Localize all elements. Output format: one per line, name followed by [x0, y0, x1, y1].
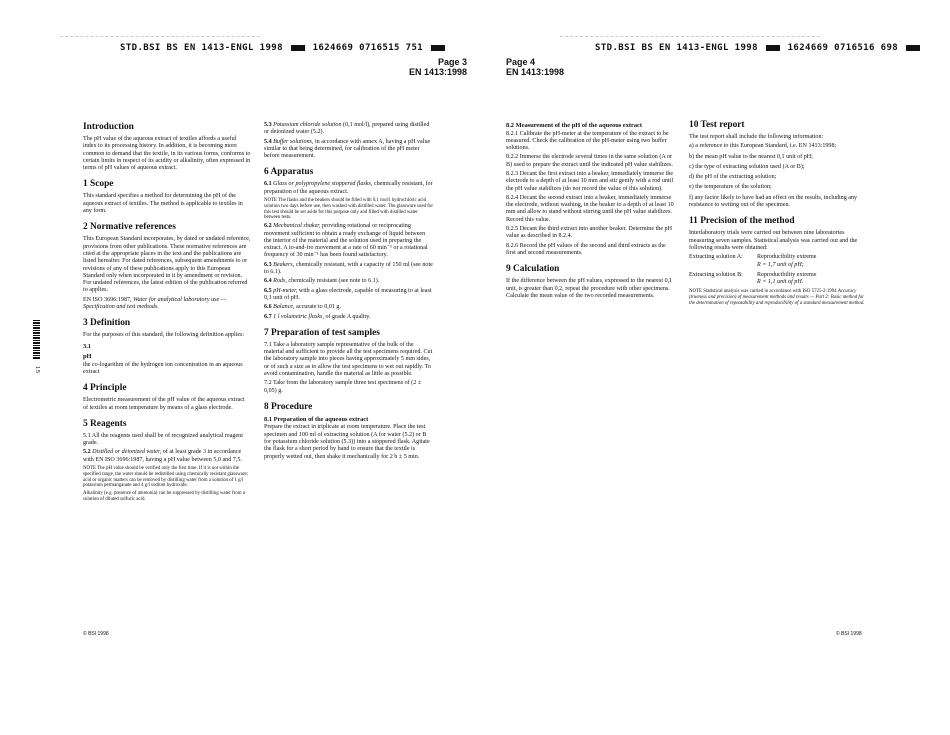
clause-number: 6.5 [264, 287, 274, 294]
list-item: b) the mean pH value to the nearest 0,1 unit of pH; [689, 153, 813, 160]
list-item: a) a reference to this European Standard, i.e. EN 1413:1998; [689, 143, 837, 150]
measurement-8-2-5: 8.2.5 Decant the third extract into another beaker. Determine the pH value as described in 8.2.4. [506, 226, 672, 240]
result-label: Extracting solution A: [689, 254, 743, 261]
scan-artifact-line [60, 36, 260, 37]
clause-text: chemically resistant (see note to 6.1). [286, 278, 380, 285]
note-text: NOTE Statistical analysis was carried in accordance with ISO 5725-2:1994 [689, 289, 838, 295]
reagent-5-2 [83, 449, 251, 464]
column-2 [264, 122, 434, 463]
definition-number: 3.1 [83, 342, 91, 350]
result-label: Extracting solution B: [689, 271, 743, 278]
apparatus-6-4 [264, 278, 434, 285]
side-barcode [33, 320, 40, 360]
test-report-list [689, 143, 865, 209]
apparatus-6-5 [264, 288, 434, 303]
reagent-5-4 [264, 139, 434, 161]
principle-heading: 4 Principle [83, 383, 127, 394]
left-page-label-box [385, 57, 467, 77]
measurement-heading: 8.2 Measurement of the pH of the aqueous extract [506, 122, 643, 129]
clause-number: 6.6 [264, 304, 274, 311]
scope-text: This standard specifies a method for determining the pH of the aqueous extract of textiles. The method is applicable to textiles in any form. [83, 193, 243, 215]
procedure-8-1-text: Prepare the extract in triplicate at room temperature. Place the test specimen and 100 ml of extracting solution (A for water (5.2) or B for potassium chloride solution (5.3)) into a stoppered flask. Agitate the flask for a short period by hand to ensure that the textile is properly wetted out, then shake it mechanically for 2 h ± 5 min. [264, 424, 430, 460]
clause-number: 6.7 [264, 313, 274, 320]
apparatus-6-1 [264, 181, 434, 196]
normative-references-heading: 2 Normative references [83, 222, 176, 233]
preparation-heading: 7 Preparation of test samples [264, 327, 380, 338]
clause-title: Buffer solutions, [273, 138, 314, 145]
normative-reference-entry [83, 297, 251, 312]
clause-title: Rods, [273, 278, 287, 285]
clause-title: Potassium chloride solution [273, 122, 342, 128]
right-header-code [595, 43, 922, 53]
definition-text: the co-logarithm of the hydrogen ion concentration in an aqueous extract [83, 361, 243, 375]
result-value [757, 254, 816, 269]
clause-number: 5.4 [264, 138, 274, 145]
list-item: e) the temperature of the solution; [689, 184, 772, 191]
introduction-heading: Introduction [83, 122, 134, 132]
measurement-8-2-1: 8.2.1 Calibrate the pH-meter at the temperature of the extract to be measured. Check the calibration of the pH-meter using two buffer solutions. [506, 130, 669, 152]
result-solution-b [689, 272, 865, 287]
introduction-text: The pH value of the aqueous extract of textiles affords a useful index to its processing history. In addition, it is becoming more common to demand that the textile, in its various forms, conforms to certain limits in respect of its acidity or alkalinity, often expressed in terms of pH values of aqueous extract. [83, 136, 251, 172]
apparatus-heading: 6 Apparatus [264, 167, 314, 178]
procedure-heading: 8 Procedure [264, 401, 313, 412]
right-page-number: Page 4 [506, 57, 536, 67]
result-solution-a [689, 254, 865, 269]
reagent-5-3 [264, 122, 434, 137]
list-item: c) the type of extracting solution used (A or B); [689, 163, 805, 170]
clause-title: pH-meter, [273, 287, 298, 294]
apparatus-note: NOTE The flasks and the beakers should be filled with 0,1 mol/l hydrochloric acid solution two days before use, then washed with distilled water. The glassware used for this test should be set aside for this purpose only and filled with distilled water between tests. [264, 198, 434, 221]
redaction-block [766, 45, 780, 51]
clause-number: 6.3 [264, 261, 274, 268]
clause-text: chemically resistant, for preparation of the aqueous extract. [264, 181, 433, 195]
clause-text: chemically resistant, with a capacity of 150 ml (see note to 6.1). [264, 261, 433, 276]
left-footer: © BSI 1998 [83, 631, 109, 637]
column-4 [689, 120, 865, 309]
preparation-7-1: 7.1 Take a laboratory sample representative of the bulk of the material and sufficient to provide all the test specimens required. Cut the laboratory sample into pieces having approximately 5 mm sides, or of such a size as to allow the test specimens to wet out rapidly. To avoid contamination, handle the material as little as possible. [264, 341, 433, 378]
clause-title: Beakers, [273, 261, 295, 268]
list-item: d) the pH of the extracting solution; [689, 174, 777, 181]
left-page-number: Page 3 [437, 57, 467, 67]
definition-term: pH [83, 353, 92, 361]
clause-text: with a glass electrode, capable of measuring to at least 0,1 unit of pH. [264, 287, 432, 301]
measurement-8-2-3: 8.2.3 Decant the first extract into a beaker, immediately immerse the electrode to a depth of at least 10 mm and stir gently with a rod until the pH value stabilizes (do not record the value of this solution). [506, 170, 674, 192]
list-item: f) any factor likely to have had an effect on the results, including any resistance to wetting out of the specimen. [689, 194, 858, 209]
reference-code: EN ISO 3696:1987, [83, 296, 134, 303]
clause-title: Balance, [273, 304, 295, 311]
procedure-8-1-heading: 8.1 Preparation of the aqueous extract [264, 415, 369, 423]
left-standard-id: EN 1413:1998 [408, 67, 467, 77]
principle-text: Electrometric measurement of the pH value of the aqueous extract of textiles at room temperature by means of a glass electrode. [83, 397, 245, 411]
left-header-code-text: STD.BSI BS EN 1413-ENGL 1998 [120, 43, 283, 53]
reagent-5-1: 5.1 All the reagents used shall be of recognized analytical reagent grade. [83, 432, 243, 447]
reagents-heading: 5 Reagents [83, 418, 127, 429]
redaction-block [906, 45, 920, 51]
test-report-intro: The test report shall include the following information: [689, 134, 824, 140]
column-1 [83, 122, 251, 505]
note-title: Accuracy (trueness and precision) of measurement methods and results — Part 2: Basic method for the determination of repeatability and reproducibility of a standard measurement method. [689, 289, 865, 307]
side-mark: 1 5 [34, 366, 40, 373]
definition-heading: 3 Definition [83, 318, 131, 329]
reference-title: Water for analytical laboratory use — Specification and test methods. [83, 296, 227, 311]
scan-artifact-line [560, 36, 820, 37]
result-line: R = 1,7 unit of pH; [757, 261, 804, 268]
right-page-label-box [506, 57, 564, 77]
normative-references-text: This European Standard incorporates, by dated or undated reference, provisions from other publications. These normative references are cited at the appropriate places in the text and the publications are listed hereafter. For dated references, subsequent amendments to or revisions of any of these publications apply to this European Standard only when incorporated in it by amendment or revision. For undated references, the latest edition of the publication referred to applies. [83, 236, 251, 294]
result-line: Reproducibility extreme [757, 254, 817, 261]
clause-number: 6.2 [264, 223, 274, 230]
clause-text: providing rotational or reciprocating movement sufficient to obtain a ready exchange of liquid between the interior of the material and the solution used in preparing the extract. A to-and-fro movement at a rate of 60 min⁻¹ or a rotational frequency of 30 min⁻¹ has been found satisfactory. [264, 223, 428, 259]
clause-number: 6.4 [264, 278, 274, 285]
precision-heading: 11 Precision of the method [689, 216, 795, 227]
redaction-block [291, 45, 305, 51]
clause-text: (0,1 mol/l), prepared using distilled or deionized water (5.2). [264, 122, 430, 136]
definition-intro: For the purposes of this standard, the following definition applies: [83, 332, 245, 339]
preparation-7-2: 7.2 Take from the laboratory sample three test specimens of (2 ± 0,05) g. [264, 380, 422, 394]
clause-title: 1 l volumetric flasks, [273, 313, 324, 320]
apparatus-6-6 [264, 304, 434, 311]
clause-number: 5.2 [83, 449, 93, 456]
column-3 [506, 119, 674, 302]
right-standard-id: EN 1413:1998 [506, 67, 565, 77]
measurement-8-2-4: 8.2.4 Decant the second extract into a beaker, immediately immerse the electrode, without washing, in the beaker to a depth of at least 10 mm and allow to stand without stirring until the pH value stabilizes. Record this value. [506, 194, 674, 223]
apparatus-6-2 [264, 223, 434, 259]
precision-text: Interlaboratory trials were carried out between nine laboratories measuring seven samples. Statistical analysis was carried out and the following results were obtained: [689, 230, 858, 251]
scope-heading: 1 Scope [83, 179, 114, 190]
clause-number: 5.3 [264, 122, 274, 128]
measurement-8-2-6: 8.2.6 Record the pH values of the second and third extracts as the first and second measurements. [506, 242, 666, 256]
result-value [757, 272, 816, 287]
clause-title: Mechanical shaker, [273, 223, 321, 230]
result-line: R = 1,1 unit of pH. [757, 279, 804, 286]
test-report-heading: 10 Test report [689, 120, 745, 130]
left-header-num: 1624669 0716515 751 [312, 43, 424, 53]
calculation-heading: 9 Calculation [506, 264, 560, 275]
right-header-num: 1624669 0716516 698 [787, 43, 899, 53]
apparatus-6-3 [264, 262, 434, 277]
clause-text: accurate to 0,01 g. [294, 304, 342, 311]
right-header-code-text: STD.BSI BS EN 1413-ENGL 1998 [595, 43, 758, 53]
clause-text: of grade A quality. [323, 313, 371, 320]
clause-title: Glass or polypropylene stoppered flasks, [273, 181, 373, 188]
clause-text: of at least grade 3 in accordance with EN ISO 3696:1987, having a pH value between 5,0 and 7,5. [83, 449, 242, 463]
calculation-text: If the difference between the pH values, expressed to the nearest 0,1 unit, is greater than 0,2, repeat the procedure with other specimens. Calculate the mean value of the two recorded measurements. [506, 278, 673, 299]
right-footer: © BSI 1998 [836, 631, 862, 637]
precision-note [689, 289, 865, 306]
reagent-note-alkalinity: Alkalinity (e.g. presence of ammonia) can be suppressed by distilling water from a solution of diluted sulfuric acid. [83, 491, 245, 502]
result-line: Reproducibility extreme [757, 271, 817, 278]
reagent-note: NOTE The pH value should be verified only the first time. If it is not within the specified range, the water should be redistilled using chemically resistant glassware; acid or organic matters can be removed by distilling water from a solution of 1 g/l potassium permanganate and 4 g/l sodium hydroxide. [83, 466, 249, 489]
clause-number: 6.1 [264, 181, 274, 188]
redaction-block [431, 45, 445, 51]
clause-title: Distilled or deionized water, [92, 449, 162, 456]
clause-text: in accordance with annex A, having a pH value similar to that being determined, for calibration of the pH meter before measurement. [264, 138, 431, 160]
apparatus-6-7 [264, 314, 434, 321]
left-header-code [120, 43, 447, 53]
measurement-8-2-2: 8.2.2 Immerse the electrode several times in the same solution (A or B) used to prepare the extract until the indicated pH value stabilizes. [506, 154, 673, 168]
